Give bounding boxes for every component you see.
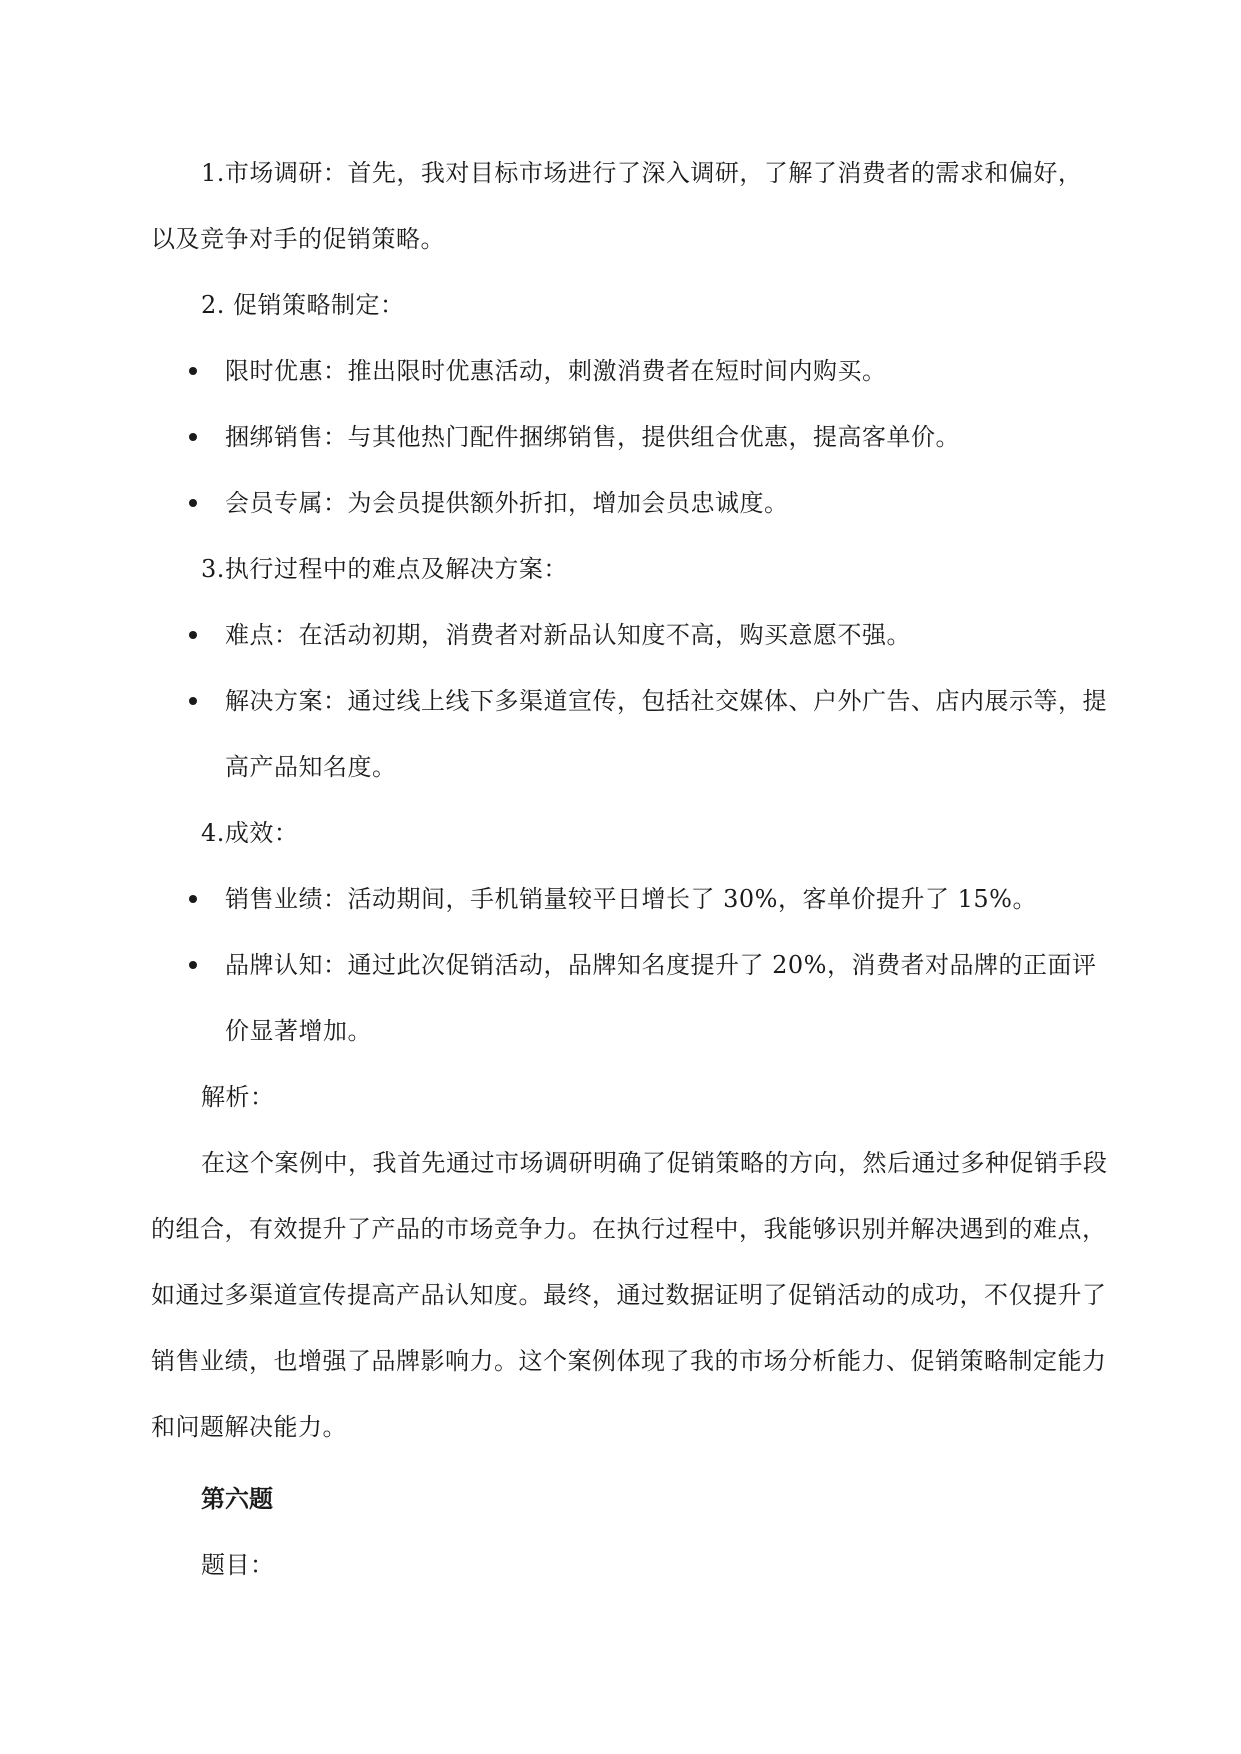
difficulties-title: 3.执行过程中的难点及解决方案： <box>201 555 568 583</box>
bullet-icon <box>189 631 197 639</box>
market-research-line1: 1.市场调研：首先，我对目标市场进行了深入调研，了解了消费者的需求和偏好， <box>201 159 1083 187</box>
difficulties-list <box>151 602 1113 800</box>
bullet-icon <box>189 961 197 969</box>
bullet-icon <box>189 895 197 903</box>
list-item-text: 限时优惠：推出限时优惠活动，刺激消费者在短时间内购买。 <box>225 357 887 385</box>
list-item <box>151 404 1113 470</box>
promo-strategy-list <box>151 338 1113 536</box>
question-six-heading: 第六题 <box>201 1485 273 1513</box>
list-item-text: 解决方案：通过线上线下多渠道宣传，包括社交媒体、户外广告、店内展示等，提高产品知名度。 <box>225 687 1107 781</box>
bullet-icon <box>189 499 197 507</box>
bullet-icon <box>189 697 197 705</box>
list-item-text: 难点：在活动初期，消费者对新品认知度不高，购买意愿不强。 <box>225 621 911 649</box>
list-item <box>151 338 1113 404</box>
document-content <box>151 140 1113 1598</box>
list-item <box>151 602 1113 668</box>
list-item-text: 会员专属：为会员提供额外折扣，增加会员忠诚度。 <box>225 489 789 517</box>
market-research-line2: 以及竞争对手的促销策略。 <box>151 225 445 253</box>
results-title: 4.成效： <box>201 819 299 847</box>
bullet-icon <box>189 367 197 375</box>
analysis-body: 在这个案例中，我首先通过市场调研明确了促销策略的方向，然后通过多种促销手段的组合，有效提升了产品的市场竞争力。在执行过程中，我能够识别并解决遇到的难点，如通过多渠道宣传提高产品认知度。最终，通过数据证明了促销活动的成功，不仅提升了销售业绩，也增强了品牌影响力。这个案例体现了我的市场分析能力、促销策略制定能力和问题解决能力。 <box>151 1149 1108 1441</box>
list-item-text: 销售业绩：活动期间，手机销量较平日增长了 30%，客单价提升了 15%。 <box>225 885 1037 913</box>
bullet-icon <box>189 433 197 441</box>
list-item <box>151 932 1113 1064</box>
list-item-text: 品牌认知：通过此次促销活动，品牌知名度提升了 20%，消费者对品牌的正面评价显著增加。 <box>225 951 1097 1045</box>
list-item <box>151 470 1113 536</box>
list-item-text: 捆绑销售：与其他热门配件捆绑销售，提供组合优惠，提高客单价。 <box>225 423 960 451</box>
list-item <box>151 866 1113 932</box>
results-list <box>151 866 1113 1064</box>
analysis-label: 解析： <box>201 1083 275 1111</box>
list-item <box>151 668 1113 800</box>
promo-strategy-title: 2. 促销策略制定： <box>201 291 405 319</box>
question-label: 题目： <box>201 1551 275 1579</box>
